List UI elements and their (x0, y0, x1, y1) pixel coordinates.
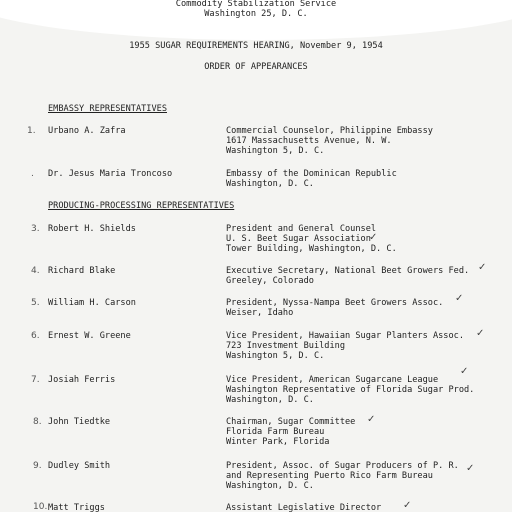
entry-number: 7. (31, 375, 40, 385)
entry-line: Embassy of the Dominican Republic (226, 169, 397, 179)
entry-line: Vice President, American Sugarcane League (226, 375, 439, 385)
entry-number: 5. (31, 298, 40, 308)
entry-name: Matt Triggs (48, 503, 105, 512)
entry-line: Washington, D. C. (226, 481, 314, 491)
entry-line: Washington 5, D. C. (226, 351, 325, 361)
entry-line: Winter Park, Florida (226, 437, 330, 447)
entry-line: Washington 5, D. C. (226, 146, 325, 156)
entry-number: 3. (31, 224, 40, 234)
entry-line: Commercial Counselor, Philippine Embassy (226, 126, 433, 136)
entry-line: President, Nyssa-Nampa Beet Growers Assoc. (226, 298, 444, 308)
check-mark-icon: ✓ (466, 463, 475, 474)
entry-name: Richard Blake (48, 266, 116, 276)
entry-line: Executive Secretary, National Beet Growers Fed. (226, 266, 470, 276)
entry-number: 6. (31, 331, 40, 341)
agency-name: Commodity Stabilization Service (175, 0, 337, 9)
entry-number: 10. (33, 502, 48, 512)
entry-line: 723 Investment Building (226, 341, 345, 351)
entry-line: Washington, D. C. (226, 179, 314, 189)
entry-line: President, Assoc. of Sugar Producers of P. R. (226, 461, 459, 471)
check-mark-icon: ✓ (476, 328, 485, 339)
entry-name: Josiah Ferris (48, 375, 116, 385)
entry-line: U. S. Beet Sugar Association (226, 234, 371, 244)
entry-name: John Tiedtke (48, 417, 111, 427)
entry-line: Greeley, Colorado (226, 276, 314, 286)
entry-number: 9. (33, 461, 42, 471)
entry-line: and Representing Puerto Rico Farm Bureau (226, 471, 433, 481)
check-mark-icon: ✓ (455, 293, 464, 304)
check-mark-icon: ✓ (460, 366, 469, 377)
agency-city: Washington 25, D. C. (204, 9, 308, 19)
entry-line: Chairman, Sugar Committee (226, 417, 356, 427)
entry-line: Assistant Legislative Director (226, 503, 382, 512)
section-embassy: EMBASSY REPRESENTATIVES (48, 104, 167, 114)
check-mark-icon: ✓ (478, 262, 487, 273)
entry-line: Florida Farm Bureau (226, 427, 325, 437)
entry-name: Robert H. Shields (48, 224, 136, 234)
entry-number: 1. (27, 126, 36, 136)
entry-line: President and General Counsel (226, 224, 377, 234)
section-producing: PRODUCING-PROCESSING REPRESENTATIVES (48, 201, 235, 211)
entry-name: Dr. Jesus Maria Troncoso (48, 169, 173, 179)
entry-name: Urbano A. Zafra (48, 126, 126, 136)
entry-number: 4. (31, 266, 40, 276)
check-mark-icon: ✓ (403, 500, 412, 511)
entry-line: Tower Building, Washington, D. C. (226, 244, 397, 254)
order-heading: ORDER OF APPEARANCES (204, 62, 308, 72)
entry-name: Dudley Smith (48, 461, 111, 471)
entry-number: 8. (33, 417, 42, 427)
entry-line: 1617 Massachusetts Avenue, N. W. (226, 136, 392, 146)
entry-line: Washington, D. C. (226, 395, 314, 405)
entry-line: Weiser, Idaho (226, 308, 294, 318)
entry-name: William H. Carson (48, 298, 136, 308)
hearing-title: 1955 SUGAR REQUIREMENTS HEARING, November 9, 1954 (129, 41, 383, 51)
entry-name: Ernest W. Greene (48, 331, 131, 341)
check-mark-icon: ✓ (369, 232, 378, 243)
entry-number: . (31, 169, 34, 179)
check-mark-icon: ✓ (367, 414, 376, 425)
entry-line: Washington Representative of Florida Sugar Prod. (226, 385, 475, 395)
entry-line: Vice President, Hawaiian Sugar Planters Assoc. (226, 331, 464, 341)
